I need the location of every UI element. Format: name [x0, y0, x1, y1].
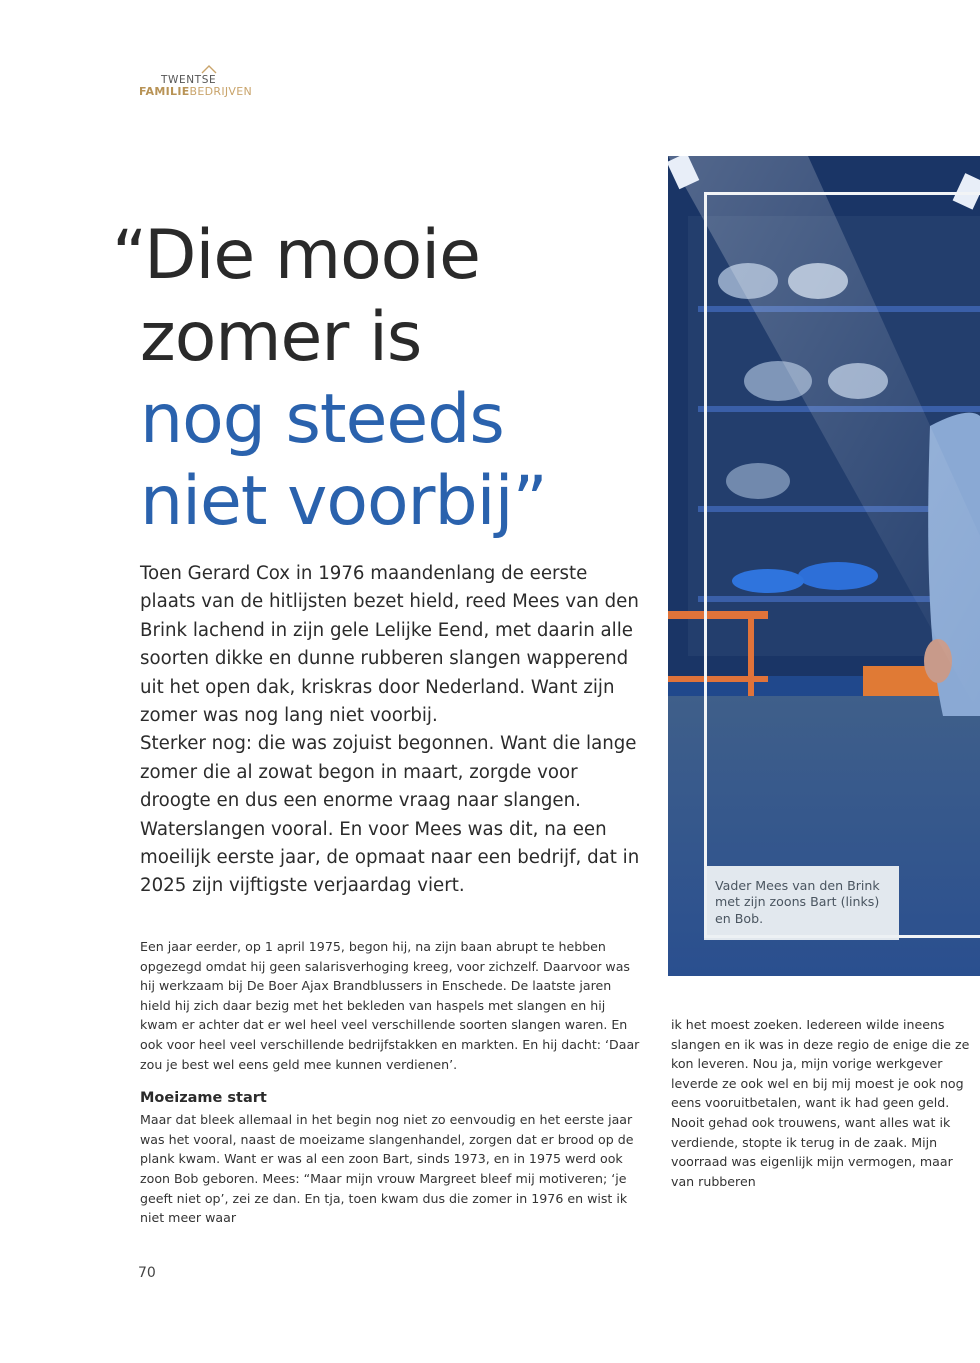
headline-line-4: niet voorbij” — [140, 462, 547, 541]
house-roof-icon — [201, 64, 217, 74]
logo-bold-part: FAMILIE — [139, 85, 190, 98]
article-lead — [140, 560, 640, 901]
body-paragraph-1: Een jaar eerder, op 1 april 1975, begon hij, na zijn baan abrupt te hebben opgezegd omdat hij geen salarisverhoging kreeg, voor zichzelf. Daarvoor was hij werkzaam bij De Boer Ajax Brandblussers in Enschede. De laatste jaren hield hij zich daar bezig met het bekleden van haspels met slangen en hij kwam er achter dat er wel heel veel verschillende soorten slangen waren. En ook voor heel veel verschillende bedrijfstakken en markten. En hij dacht: ‘Daar zou je best wel eens geld mee kunnen verdienen’. — [140, 939, 640, 1072]
photo-frame — [704, 192, 980, 938]
lead-paragraph-1: Toen Gerard Cox in 1976 maandenlang de eerste plaats van de hitlijsten bezet hield, reed Mees van den Brink lachend in zijn gele Lelijke Eend, met daarin alle soorten dikke en dunne rubberen slangen wapperend uit het open dak, kriskras door Nederland. Want zijn zomer was nog lang niet voorbij. — [140, 563, 639, 727]
article-headline — [112, 215, 672, 543]
logo-bottom-text — [139, 85, 252, 98]
headline-line-1: “Die mooie — [112, 216, 481, 295]
body-paragraph-3: ik het moest zoeken. Iedereen wilde ineens slangen en ik was in deze regio de enige die ze kon leveren. Nou ja, mijn vorige werkgever leverde ze ook wel en bij mij moest je ook nog eens vooruitbetalen, want ik had geen geld. Nooit gehad ook trouwens, want alles wat ik verdiende, stopte ik terug in de zaak. Mijn voorraad was eigenlijk mijn vermogen, maar van rubberen — [671, 1017, 970, 1189]
page-number: 70 — [138, 1265, 156, 1281]
headline-line-2: zomer is — [140, 298, 422, 377]
logo-top-text: TWENTSE — [161, 74, 217, 86]
lead-paragraph-2: Sterker nog: die was zojuist begonnen. Want die lange zomer die al zowat begon in maart, zorgde voor droogte en dus een enorme vraag naar slangen. Waterslangen vooral. En voor Mees was dit, na een moeilijk eerste jaar, de opmaat naar een bedrijf, dat in 2025 zijn vijftigste verjaardag viert. — [140, 733, 640, 897]
magazine-logo — [139, 64, 269, 98]
logo-light-part: BEDRIJVEN — [189, 85, 253, 98]
headline-line-3: nog steeds — [140, 380, 504, 459]
section-subhead: Moeizame start — [140, 1090, 267, 1107]
body-column-left — [140, 937, 645, 1228]
body-paragraph-2: Maar dat bleek allemaal in het begin nog niet zo eenvoudig en het eerste jaar was het vooral, naast de moeizame slangenhandel, zorgen dat er brood op de plank kwam. Want er was al een zoon Bart, sinds 1973, en in 1975 werd ook zoon Bob geboren. Mees: “Maar mijn vrouw Margreet bleef mij motiveren; ‘je geeft niet op’, zei ze dan. En tja, toen kwam dus die zomer in 1976 en wist ik niet meer waar — [140, 1112, 634, 1226]
body-column-right — [671, 1015, 971, 1191]
article-photo — [668, 156, 980, 976]
photo-caption: Vader Mees van den Brink met zijn zoons Bart (links) en Bob. — [704, 866, 899, 940]
